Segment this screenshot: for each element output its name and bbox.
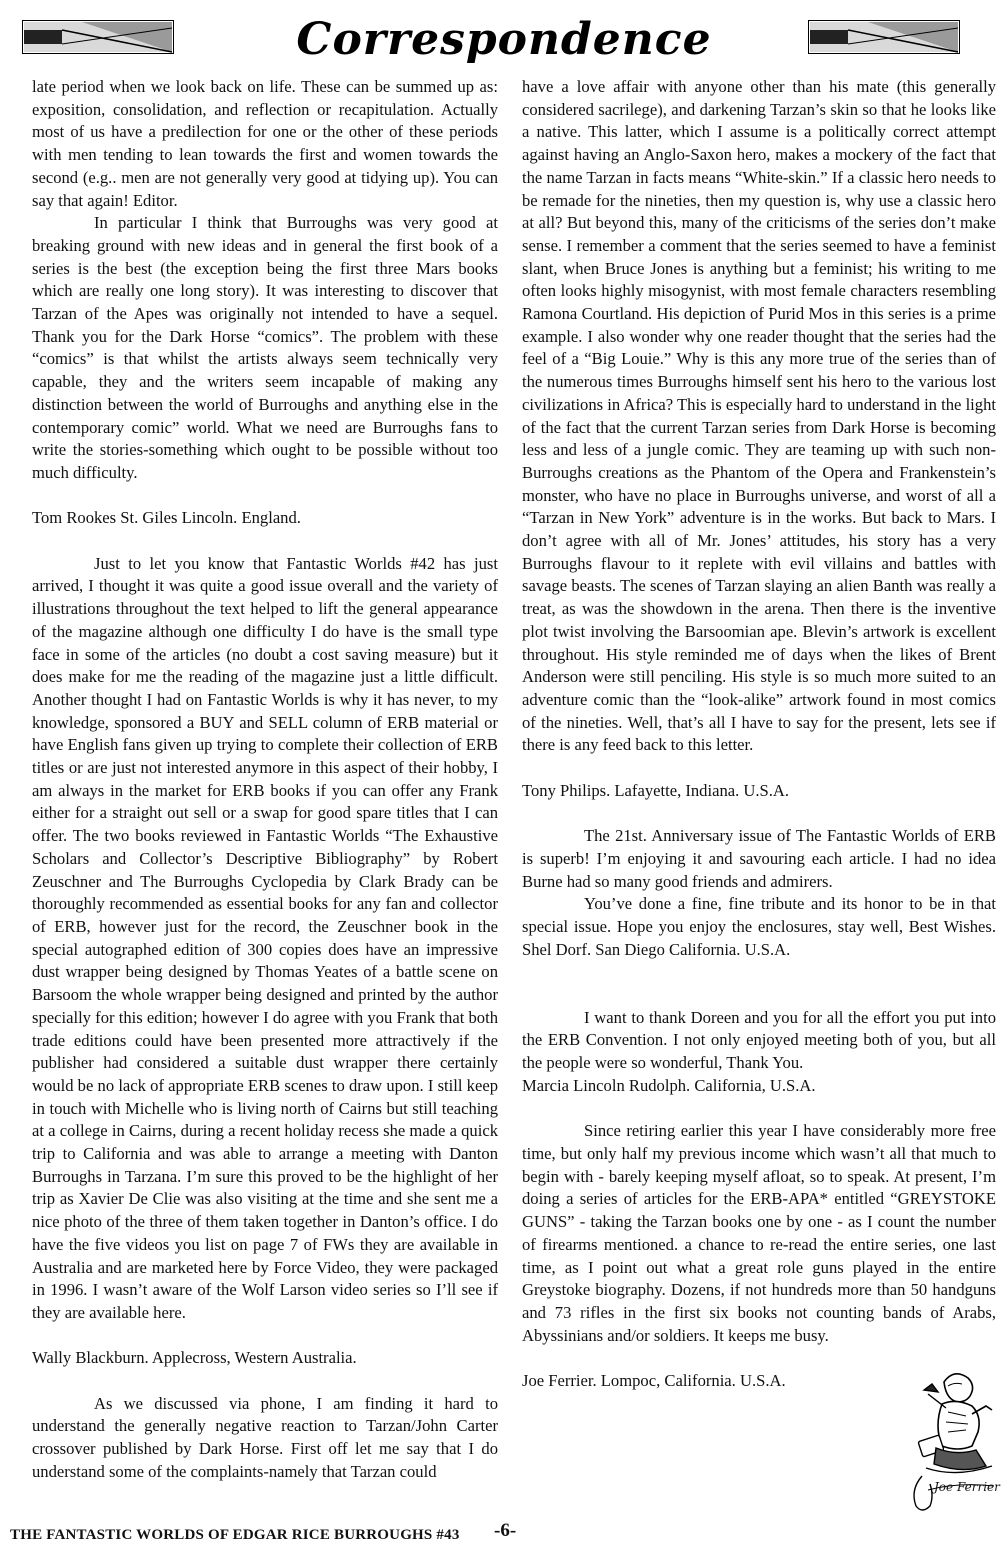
page-number: -6- xyxy=(494,1520,517,1541)
letter-paragraph: Just to let you know that Fantastic Worlds #42 has just arrived, I thought it was quite a good issue overall and the variety of illustrations throughout the text helped to lift the general appearance of the magazine although one difficulty I do have is the small type face in some of the articles (no doubt a cost saving measure) but it does make for me the reading of the magazine just a little difficult. Another thought I had on Fantastic Worlds is why it has never, to my knowledge, sponsored a BUY and SELL column of ERB material or have English fans given up trying to complete their collection of ERB titles or are just not interested anymore in this aspect of their hobby, I am always in the market for ERB books if you can offer any Frank either for a straight out sell or a swap for good spare titles that I can offer. The two books reviewed in Fantastic Worlds “The Exhaustive Scholars and Collector’s Descriptive Bibliography” by Robert Zeuschner and The Burroughs Cyclopedia by Clark Brady can be thoroughly recommended as essential books for any fan and collector of ERB, however just for the record, the Zeuschner book in the special autographed edition of 300 copies does have an impressive dust wrapper being designed by Thomas Yeates of a battle scene on Barsoom the whole wrapper being designed and printed by the author specially for this edition; however I do agree with you Frank that both trade editions could have been presented more attractively if the publisher had considered a suitable dust wrapper there certainly would be no lack of appropriate ERB scenes to draw upon. I still keep in touch with Michelle who is living north of Cairns but still teaching at a college in Cairns, during a recent holiday recess she made a quick trip to California and was able to arrange a meeting with Danton Burroughs in Tarzana. I’m sure this proved to be the highlight of her trip as Xavier De Clie was also visiting at the time and she sent me a nice photo of the three of them taken together in Danton’s office. I do have the five videos you list on page 7 of FWs they are available in Australia and are marketed here by Force Video, they were packaged in 1996. I wasn’t aware of the Wolf Larson video series so I’ll see if they are available here. xyxy=(32,553,498,1322)
letter-paragraph: You’ve done a fine, fine tribute and its honor to be in that special issue. Hope you enjoy the enclosures, stay well, Best Wishes. Shel Dorf. San Diego California. U.S.A. xyxy=(522,894,996,959)
letter-paragraph: The 21st. Anniversary issue of The Fantastic Worlds of ERB is superb! I’m enjoying it and savouring each article. I had no idea Burne had so many good friends and admirers. xyxy=(522,826,996,891)
letter-paragraph: Since retiring earlier this year I have considerably more free time, but only half my previous income which wasn’t all that much to begin with - barely keeping myself afloat, so to speak. At present, I’m doing a series of articles for the ERB-APA* entitled “GREYSTOKE GUNS” - taking the Tarzan books one by one - as I count the number of firearms mentioned. a chance to re-read the entire series, one last time, as I point out what a great role guns played in the entire Greystoke biography. Dozens, if not hundreds more than 50 handguns and 73 rifles in the first six books not counting bands of Arabs, Abyssinians and/or soldiers. It keeps me busy. xyxy=(522,1121,996,1345)
letter-signature: Tony Philips. Lafayette, Indiana. U.S.A. xyxy=(522,780,790,800)
letter-paragraph: In particular I think that Burroughs was very good at breaking ground with new ideas and in general the first book of a series is the best (the exception being the first three Mars books which are really one long story). It was interesting to discover that Tarzan of the Apes was originally not intended to have a sequel. Thank you for the Dark Horse “comics”. The problem with these “comics” is that whilst the artists always seem technically very capable, they and the writers seem incapable of making any distinction between the world of Burroughs and anything else in the contemporary comic” world. What we need are Burroughs fans to write the stories-something which ought to be possible without too much difficulty. xyxy=(32,213,498,482)
right-column xyxy=(522,76,996,1393)
signature-text: Joe Ferrier xyxy=(934,1480,1000,1494)
letter-signature: Marcia Lincoln Rudolph. California, U.S.A. xyxy=(522,1075,816,1095)
letter-paragraph: have a love affair with anyone other than his mate (this generally considered sacrilege), and darkening Tarzan’s skin so that he looks like a native. This latter, which I assume is a politically correct attempt against having an Anglo-Saxon hero, makes a mockery of the fact that the name Tarzan in facts means “White-skin.” If a classic hero needs to be remade for the nineties, then my question is, why use a classic hero at all? But beyond this, many of the criticisms of the series don’t make sense. I remember a comment that the series seemed to have a feminist slant, when Bruce Jones is anything but a feminist; his writing to me often looks highly misogynist, with most female characters resembling Ramona Courtland. His depiction of Purid Mos in this series is a prime example. I also wonder why one reader thought that the series had the feel of a “Big Louie.” Why is this any more true of the series than of the numerous times Burroughs himself sent his hero to the various lost civilizations in Africa? This is especially hard to understand in the light of the fact that the current Tarzan series from Dark Horse is becoming less and less of a jungle comic. They are teaming up with such non-Burroughs creations as the Phantom of the Opera and Frankenstein’s monster, who have no place in Burroughs universe, and worst of all a “Tarzan in New York” adventure is in the works. But back to Mars. I don’t agree with all of Mr. Jones’ attitudes, his story has a very Burroughs flavour to it replete with evil villains and battles with savage beasts. The scenes of Tarzan slaying an alien Banth was really a treat, as was the showdown in the arena. Then there is the inventive plot twist involving the Barsoomian ape. Blevin’s artwork is excellent throughout. His style reminded me of days when the likes of Brent Anderson were still penciling. His style is so much more suited to an adventure comic than the “look-alike” artwork found in most comics of the nineties. Well, that’s all I have to say for the present, lets see if there is any feed back to this letter. xyxy=(522,77,996,755)
letter-signature: Joe Ferrier. Lompoc, California. U.S.A. xyxy=(522,1371,786,1390)
gunsmith-illustration xyxy=(914,1364,998,1484)
letter-paragraph: I want to thank Doreen and you for all the effort you put into the ERB Convention. I not only enjoyed meeting both of you, but all the people were so wonderful, Thank You. xyxy=(522,1007,996,1073)
left-column xyxy=(32,76,498,1484)
letter-paragraph: late period when we look back on life. These can be summed up as: exposition, consolidation, and reflection or recapitulation. Actually most of us have a predilection for one or the other of these periods with men tending to lean towards the first and women towards the second (e.g.. men are not generally very good at tidying up). You can say that again! Editor. xyxy=(32,77,498,210)
header-banner xyxy=(0,12,1008,72)
letter-signature: Wally Blackburn. Applecross, Western Australia. xyxy=(32,1348,357,1368)
publication-footer: THE FANTASTIC WORLDS OF EDGAR RICE BURROUGHS #43 xyxy=(10,1527,460,1543)
header-ornament-right xyxy=(808,20,960,54)
letter-paragraph: As we discussed via phone, I am finding it hard to understand the generally negative reaction to Tarzan/John Carter crossover published by Dark Horse. First off let me say that I do understand some of the complaints-namely that Tarzan could xyxy=(32,1393,498,1481)
letter-signature: Tom Rookes St. Giles Lincoln. England. xyxy=(32,508,301,528)
artist-signature xyxy=(908,1470,998,1516)
page-title: Correspondence xyxy=(296,14,712,65)
